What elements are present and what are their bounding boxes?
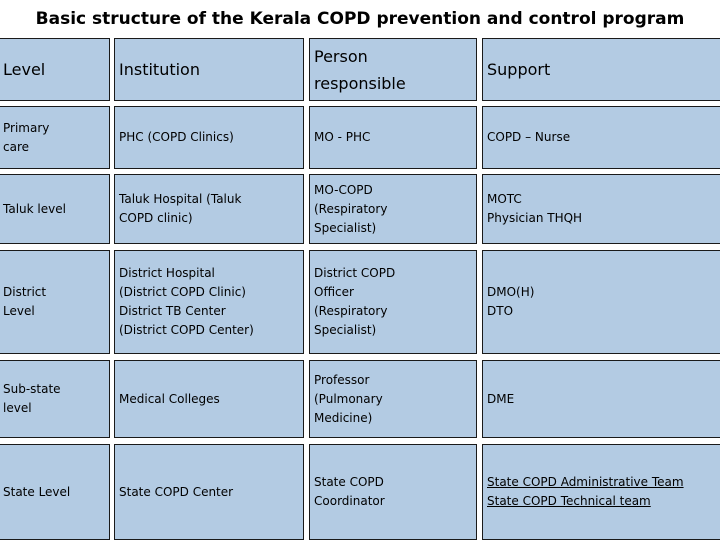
- row-substate-person: Professor (Pulmonary Medicine): [309, 360, 477, 438]
- page-title: Basic structure of the Kerala COPD prevention and control program: [35, 9, 685, 29]
- row-district-support: DMO(H) DTO: [482, 250, 720, 354]
- row-substate-support: DME: [482, 360, 720, 438]
- row-state-support[interactable]: State COPD Administrative Team State COPD Technical team: [482, 444, 720, 540]
- row-state-person: State COPD Coordinator: [309, 444, 477, 540]
- row-district-person: District COPD Officer (Respiratory Specialist): [309, 250, 477, 354]
- header-institution: Institution: [114, 38, 304, 101]
- header-support: Support: [482, 38, 720, 101]
- row-substate-level: Sub-state level: [0, 360, 110, 438]
- row-primary-institution: PHC (COPD Clinics): [114, 106, 304, 169]
- row-substate-institution: Medical Colleges: [114, 360, 304, 438]
- row-taluk-level: Taluk level: [0, 174, 110, 244]
- row-taluk-person: MO-COPD (Respiratory Specialist): [309, 174, 477, 244]
- row-state-institution: State COPD Center: [114, 444, 304, 540]
- row-state-level: State Level: [0, 444, 110, 540]
- row-taluk-support: MOTC Physician THQH: [482, 174, 720, 244]
- row-primary-level: Primary care: [0, 106, 110, 169]
- header-person-responsible: Person responsible: [309, 38, 477, 101]
- row-taluk-institution: Taluk Hospital (Taluk COPD clinic): [114, 174, 304, 244]
- row-district-level: District Level: [0, 250, 110, 354]
- row-primary-support: COPD – Nurse: [482, 106, 720, 169]
- header-level: Level: [0, 38, 110, 101]
- row-primary-person: MO - PHC: [309, 106, 477, 169]
- row-district-institution: District Hospital (District COPD Clinic) District TB Center (District COPD Center): [114, 250, 304, 354]
